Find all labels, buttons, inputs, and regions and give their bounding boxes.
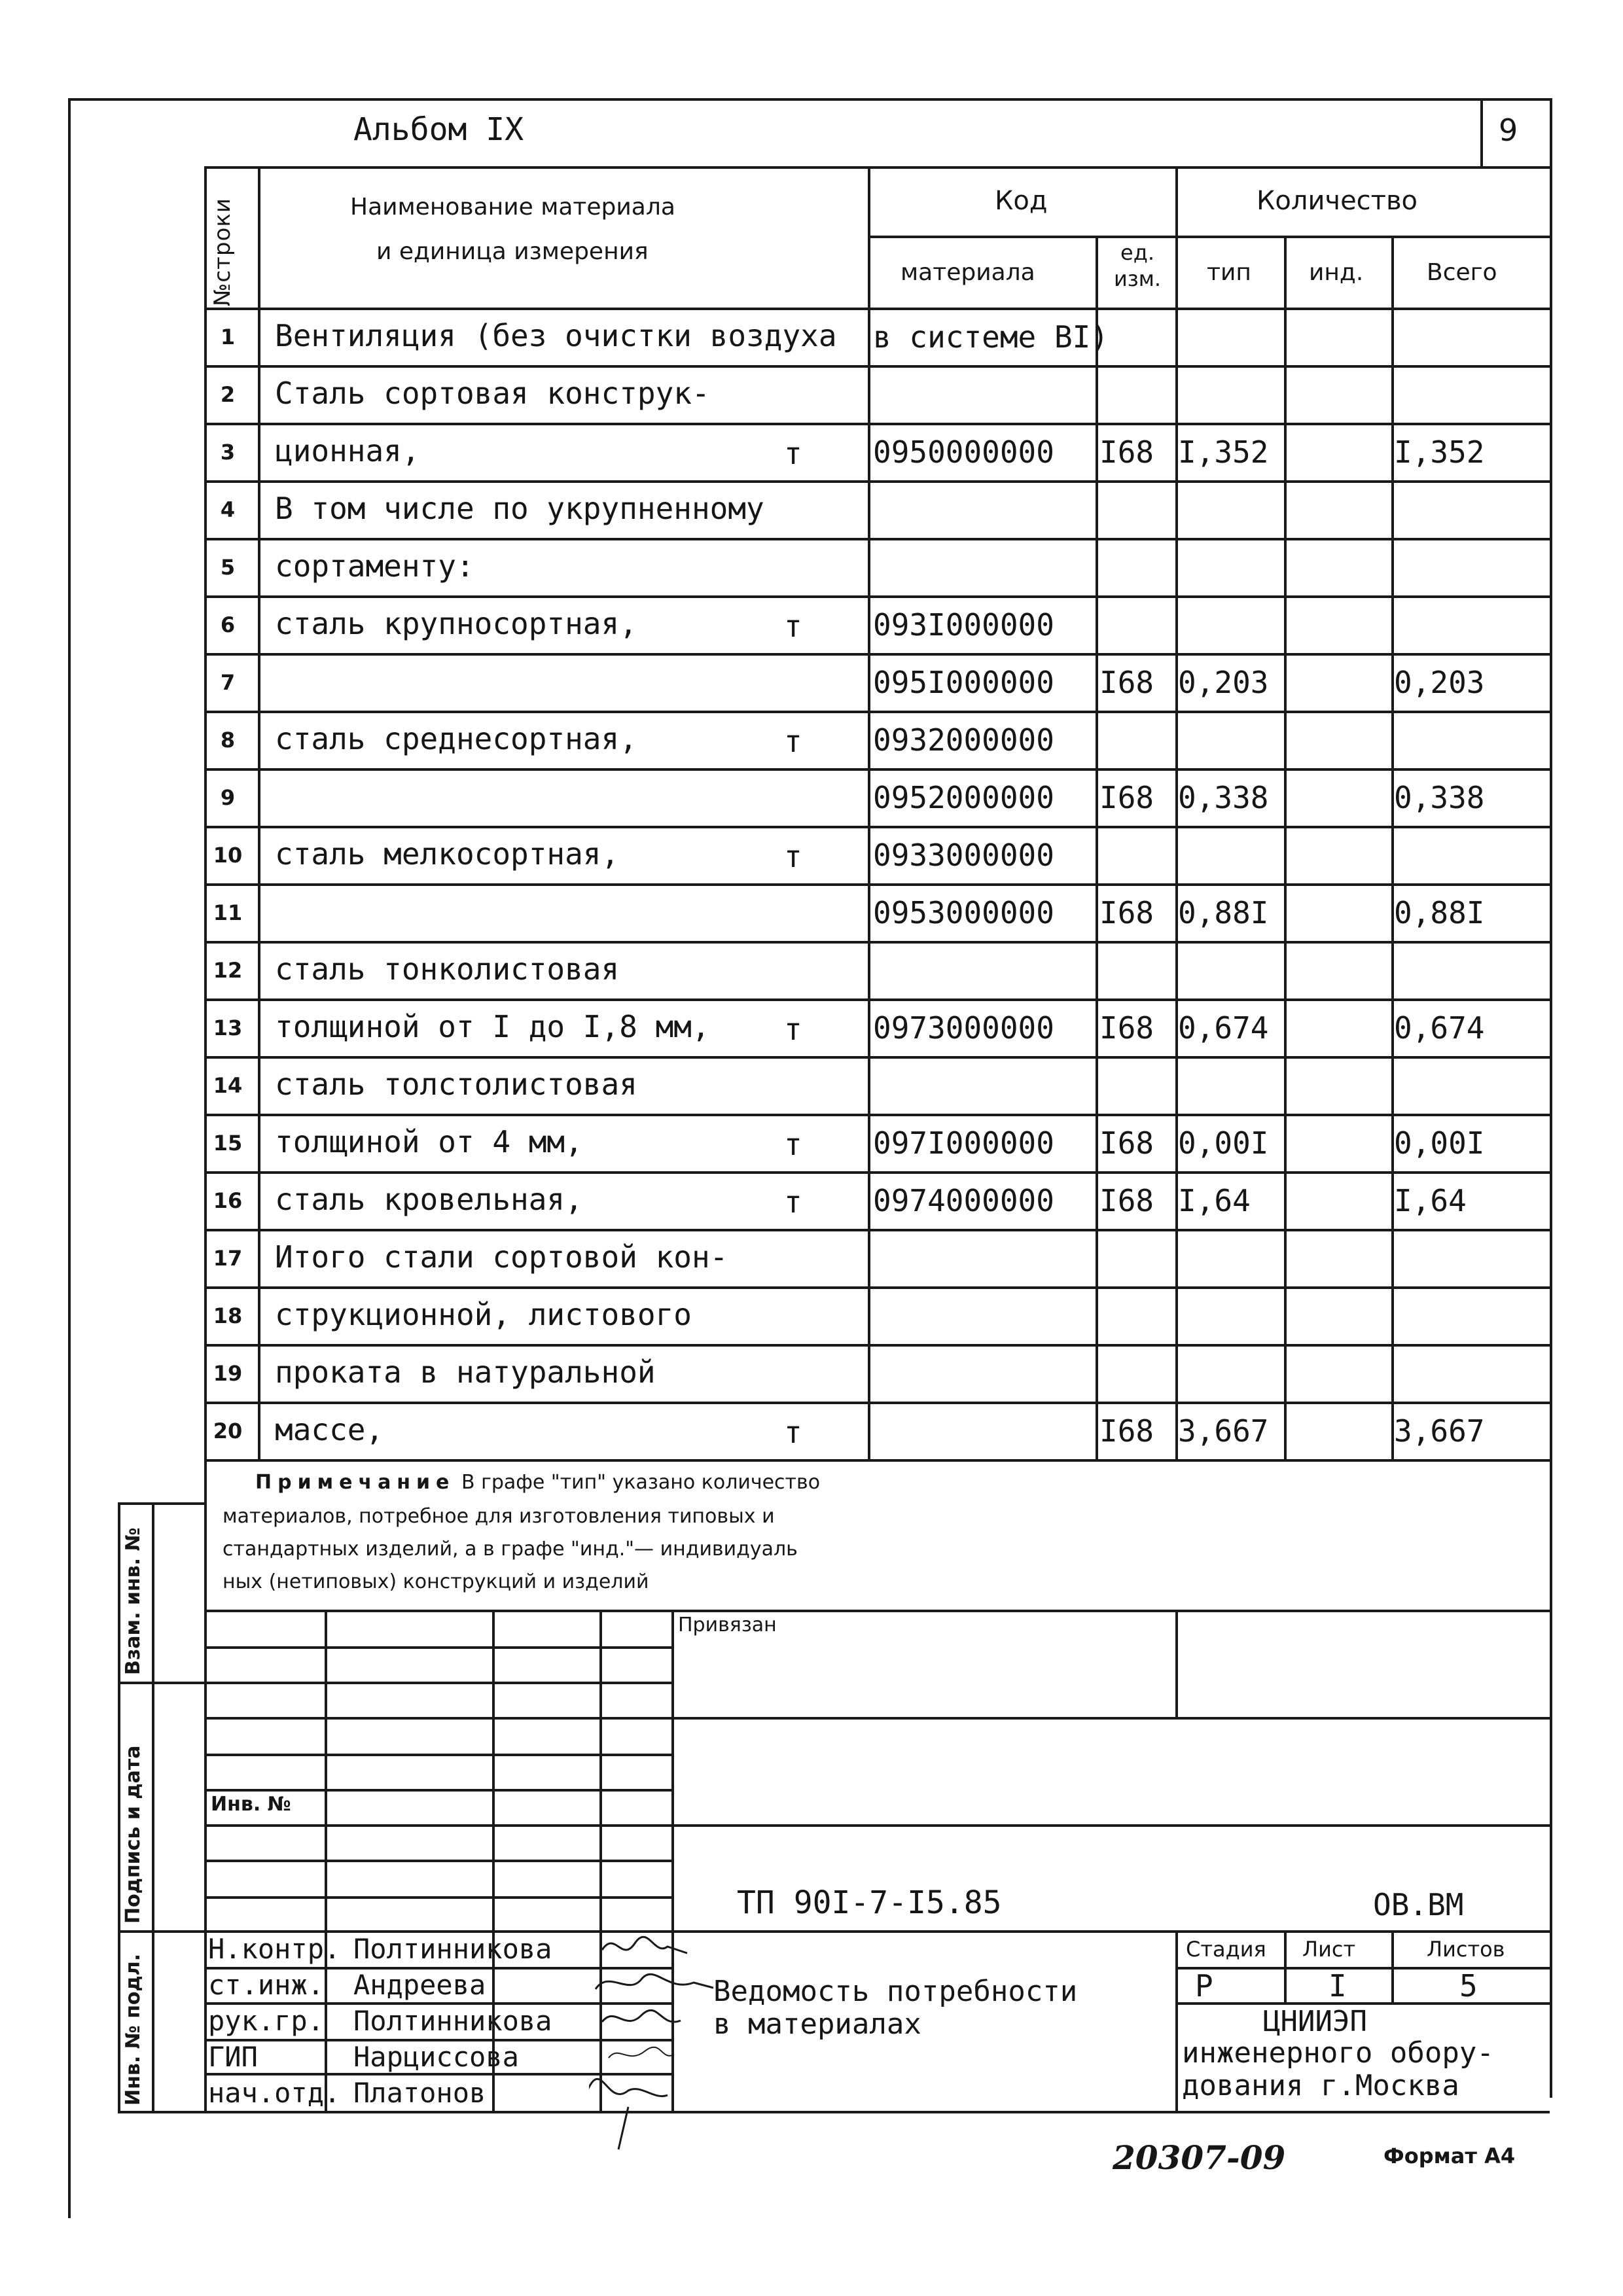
stamp-role: нач.отд. <box>208 2077 341 2109</box>
row-number: 7 <box>220 670 236 695</box>
row-name: сталь среднесортная, <box>275 721 637 756</box>
row-code: 0952000000 <box>873 780 1054 815</box>
side-label-inv-podl: Инв. № подл. <box>122 1953 145 2106</box>
stamp-person-name: Полтинникова <box>353 1933 552 1965</box>
header-name-line2: и единица измерения <box>376 238 649 265</box>
stamp-bottom-line <box>118 2111 1550 2113</box>
row-name: Сталь сортовая конструк- <box>275 376 710 411</box>
stamp-col-1 <box>325 1610 327 2111</box>
table-row <box>0 1056 1623 1114</box>
row-unit-code: I68 <box>1099 1010 1154 1046</box>
table-row <box>0 595 1623 653</box>
header-mid-line <box>868 236 1550 238</box>
side-label-podpis: Подпись и дата <box>122 1745 145 1924</box>
table-row <box>0 653 1623 711</box>
row-qty-total: 0,00I <box>1394 1125 1485 1161</box>
row-unit-code: I68 <box>1099 434 1154 470</box>
stamp-role: ГИП <box>208 2041 258 2073</box>
stamp-org-line3: дования г.Москва <box>1182 2069 1459 2102</box>
row-unit-code: I68 <box>1099 1413 1154 1449</box>
row-number: 8 <box>220 728 236 752</box>
table-row <box>0 1402 1623 1459</box>
row-number: 16 <box>213 1188 243 1213</box>
signature-4 <box>609 2047 674 2058</box>
row-number: 2 <box>220 382 236 407</box>
row-unit-code: I68 <box>1099 1125 1154 1161</box>
header-qty-ind: инд. <box>1309 259 1364 286</box>
header-qty-type: тип <box>1207 259 1251 286</box>
stamp-top-line <box>204 1610 1550 1612</box>
row-qty-total: 0,674 <box>1394 1010 1485 1046</box>
row-name: Итого стали сортовой кон- <box>275 1239 728 1275</box>
stamp-privyazan: Привязан <box>678 1614 777 1636</box>
side-strip-left <box>118 1502 120 2113</box>
stamp-col-6 <box>1175 1930 1178 2111</box>
stamp-doc-code: ТП 90I-7-I5.85 <box>737 1884 1002 1921</box>
stamp-sheets-label: Листов <box>1427 1937 1505 1962</box>
row-number: 15 <box>213 1131 243 1156</box>
header-qty-total: Всего <box>1427 259 1497 286</box>
album-title: Альбом IX <box>353 111 524 148</box>
stamp-org-line1: ЦНИИЭП <box>1263 2005 1367 2038</box>
row-unit: т <box>784 1184 802 1220</box>
table-row <box>0 480 1623 538</box>
stamp-sheets: 5 <box>1459 1968 1478 2004</box>
row-number: 14 <box>213 1073 243 1098</box>
stamp-stage-label: Стадия <box>1186 1937 1266 1962</box>
row-number: 10 <box>213 843 243 868</box>
row-number: 20 <box>213 1419 243 1443</box>
stamp-sheet-label: Лист <box>1302 1937 1356 1962</box>
row-name: сталь кровельная, <box>275 1182 583 1217</box>
frame-top-border <box>68 98 1552 101</box>
row-qty-type: 3,667 <box>1178 1413 1269 1449</box>
signature-5-tail <box>618 2107 628 2149</box>
table-row <box>0 1344 1623 1402</box>
header-code-material: материала <box>901 259 1035 286</box>
row-name: толщиной от 4 мм, <box>275 1124 583 1159</box>
row-unit-code: I68 <box>1099 665 1154 700</box>
row-code: 0974000000 <box>873 1183 1054 1218</box>
note-line4: ных (нетиповых) конструкций и изделий <box>223 1570 649 1593</box>
row-number: 6 <box>220 612 236 637</box>
row-name: проката в натуральной <box>275 1354 656 1390</box>
row-qty-total: 3,667 <box>1394 1413 1485 1449</box>
page-number: 9 <box>1499 113 1518 148</box>
row-name: В том числе по укрупненному <box>275 491 764 526</box>
stamp-line-f <box>204 1824 1550 1827</box>
row-number: 9 <box>220 785 236 810</box>
signature-2 <box>596 1974 713 1989</box>
header-name-line1: Наименование материала <box>350 194 675 221</box>
row-number: 4 <box>220 497 236 522</box>
row-number: 18 <box>213 1303 243 1328</box>
stamp-role: ст.инж. <box>208 1969 325 2001</box>
stamp-person-name: Нарциссова <box>353 2041 519 2073</box>
row-name: толщиной от I до I,8 мм, <box>275 1009 710 1044</box>
side-label-vzam: Взам. инв. № <box>122 1527 145 1675</box>
row-unit-code: I68 <box>1099 780 1154 815</box>
table-row <box>0 1171 1623 1229</box>
row-unit: т <box>784 839 802 874</box>
side-strip-mid <box>152 1502 154 2113</box>
stamp-line-c <box>204 1717 1550 1720</box>
side-strip-top <box>118 1502 204 1505</box>
stamp-doc-mark: ОВ.ВМ <box>1373 1887 1464 1922</box>
row-unit: т <box>784 436 802 471</box>
table-row <box>0 1114 1623 1171</box>
stamp-col-5 <box>1175 1610 1178 1717</box>
row-name: Вентиляция (без очистки воздуха <box>275 318 837 353</box>
row-number: 19 <box>213 1361 243 1386</box>
table-row <box>0 768 1623 826</box>
row-number: 13 <box>213 1016 243 1040</box>
table-row <box>0 883 1623 941</box>
table-row <box>0 538 1623 595</box>
signature-3 <box>602 2010 681 2022</box>
row-qty-total: 0,203 <box>1394 665 1485 700</box>
row-code: 0950000000 <box>873 434 1054 470</box>
row-name: сталь толстолистовая <box>275 1067 637 1102</box>
signature-5 <box>589 2079 668 2097</box>
footer-handwritten-number: 20307-09 <box>1113 2138 1286 2177</box>
row-unit: т <box>784 609 802 644</box>
row-qty-type: 0,203 <box>1178 665 1269 700</box>
stamp-role: рук.гр. <box>208 2005 325 2037</box>
stamp-title-line1: Ведомость потребности <box>713 1975 1078 2008</box>
stamp-person-name: Платонов <box>353 2077 486 2109</box>
row-number: 12 <box>213 958 243 983</box>
row-qty-total: I,64 <box>1394 1183 1467 1218</box>
row-qty-type: I,352 <box>1178 434 1269 470</box>
stamp-org-line2: инженерного обору- <box>1182 2036 1494 2070</box>
header-code-unit: ед. изм. <box>1113 240 1162 291</box>
header-code: Код <box>995 186 1048 216</box>
header-quantity: Количество <box>1257 186 1418 216</box>
note-label: Примечание <box>255 1471 455 1494</box>
table-row <box>0 1229 1623 1286</box>
stamp-person-name: Андреева <box>353 1969 486 2001</box>
row-unit: т <box>784 1012 802 1047</box>
row-unit-code: I68 <box>1099 895 1154 930</box>
row-qty-type: 0,00I <box>1178 1125 1269 1161</box>
row-number: 3 <box>220 440 236 465</box>
row-code: в системе ВI) <box>873 319 1109 355</box>
row-qty-type: 0,88I <box>1178 895 1269 930</box>
row-code: 093I000000 <box>873 607 1054 643</box>
row-name: ционная, <box>275 433 420 468</box>
row-number: 5 <box>220 555 236 580</box>
stamp-role: Н.контр. <box>208 1933 341 1965</box>
stamp-inv-no: Инв. № <box>211 1793 291 1816</box>
table-row <box>0 711 1623 768</box>
row-code: 095I000000 <box>873 665 1054 700</box>
signatures-illustration <box>589 1924 720 2159</box>
signature-1 <box>602 1937 687 1953</box>
row-code: 0932000000 <box>873 722 1054 758</box>
row-unit: т <box>784 1127 802 1162</box>
stamp-line-k <box>1175 1967 1550 1969</box>
row-name: сталь тонколистовая <box>275 951 620 987</box>
stamp-col-8 <box>1391 1930 1394 2002</box>
row-number: 1 <box>220 325 236 349</box>
row-separator <box>204 1459 1550 1462</box>
row-code: 0973000000 <box>873 1010 1054 1046</box>
note-line1 <box>255 1471 820 1494</box>
row-qty-type: 0,338 <box>1178 780 1269 815</box>
side-strip-div2 <box>118 1930 204 1933</box>
table-row <box>0 308 1623 365</box>
row-number: 11 <box>213 900 243 925</box>
row-qty-type: I,64 <box>1178 1183 1251 1218</box>
row-name: массе, <box>275 1412 384 1447</box>
row-name: сталь крупносортная, <box>275 606 637 641</box>
table-row <box>0 998 1623 1056</box>
row-qty-total: I,352 <box>1394 434 1485 470</box>
row-unit-code: I68 <box>1099 1183 1154 1218</box>
table-row <box>0 826 1623 883</box>
header-row-number: №строки <box>209 198 236 306</box>
row-code: 097I000000 <box>873 1125 1054 1161</box>
row-number: 17 <box>213 1246 243 1271</box>
footer-format: Формат А4 <box>1383 2144 1516 2168</box>
stamp-stage: Р <box>1195 1968 1213 2004</box>
note-text-line1: В графе "тип" указано количество <box>461 1471 821 1494</box>
table-row <box>0 423 1623 480</box>
row-unit: т <box>784 1415 802 1450</box>
stamp-title-line2: в материалах <box>713 2007 921 2041</box>
table-top-line <box>204 166 1550 169</box>
row-qty-type: 0,674 <box>1178 1010 1269 1046</box>
row-name: сталь мелкосортная, <box>275 836 620 872</box>
page-number-divider <box>1480 98 1483 166</box>
row-name: сортаменту: <box>275 548 474 584</box>
table-row <box>0 941 1623 998</box>
stamp-person-name: Полтинникова <box>353 2005 552 2037</box>
row-name: струкционной, листового <box>275 1297 692 1332</box>
table-row <box>0 1286 1623 1344</box>
note-line2: материалов, потребное для изготовления типовых и <box>223 1505 775 1528</box>
stamp-col-7 <box>1284 1930 1287 2002</box>
row-qty-total: 0,338 <box>1394 780 1485 815</box>
row-code: 0953000000 <box>873 895 1054 930</box>
side-strip-div1 <box>118 1682 204 1684</box>
table-row <box>0 365 1623 423</box>
stamp-sheet: I <box>1329 1968 1347 2004</box>
row-unit: т <box>784 724 802 759</box>
row-code: 0933000000 <box>873 838 1054 873</box>
row-qty-total: 0,88I <box>1394 895 1485 930</box>
note-line3: стандартных изделий, а в графе "инд."— индивидуаль <box>223 1538 798 1561</box>
